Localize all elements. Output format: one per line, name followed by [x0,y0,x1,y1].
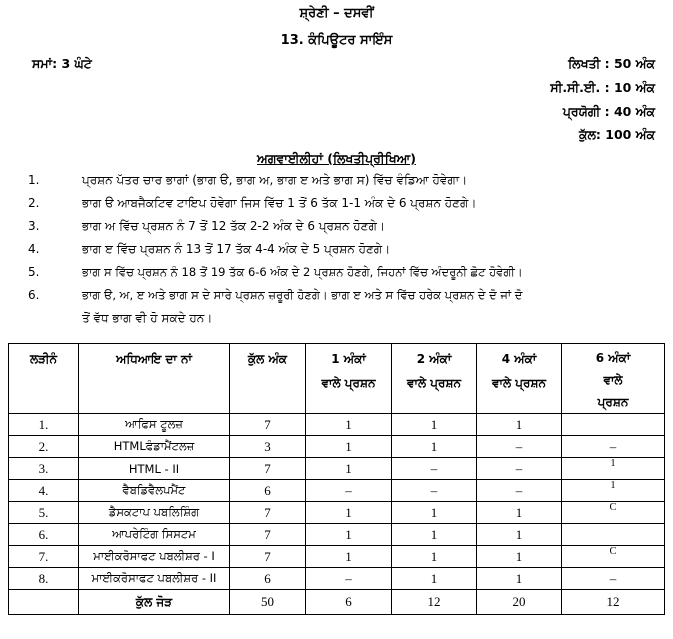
cell-chapter: ਵੈਬਡਿਵੈਲਪਮੈਂਟ [79,480,230,502]
total-q2-sum: 12 [392,590,477,615]
header-1-mark-questions: 1 ਅੰਕਾਂ ਵਾਲੇ ਪ੍ਰਸ਼ਨ [306,344,392,414]
cell-q4: – [477,436,562,458]
cell-q2: 1 [392,414,477,436]
cce-marks: ਸੀ.ਸੀ.ਈ. : 10 ਅੰਕ [550,80,655,95]
cell-q4: – [477,480,562,502]
cell-serial: 4. [9,480,79,502]
cell-q4: 1 [477,502,562,524]
table-header-row [9,344,665,414]
guideline-text: ਭਾਗ ੳ ਆਬਜੈਕਟਿਵ ਟਾਇਪ ਹੋਵੇਗਾ ਜਿਸ ਵਿੱਚ 1 ਤੋਂ 6 ਤੱਕ 1-1 ਅੰਕ ਦੇ 6 ਪ੍ਰਸ਼ਨ ਹੋਣਗੇ। [82,196,477,210]
guideline-text-continued: ਤੋਂ ਵੱਧ ਭਾਗ ਵੀ ਹੋ ਸਕਦੇ ਹਨ। [82,311,213,325]
cell-total: 7 [230,546,306,568]
guideline-number: 6. [28,288,40,302]
guideline-text: ਭਾਗ ਸ ਵਿੱਚ ਪ੍ਰਸ਼ਨ ਨੰ 18 ਤੋਂ 19 ਤੱਕ 6-6 ਅੰਕ ਦੇ 2 ਪ੍ਰਸ਼ਨ ਹੋਣਗੇ, ਜਿਹਨਾਂ ਵਿੱਚ ਅੰਦਰੂਨੀ ਛੋਟ ਹੋਵੇਗੀ। [82,265,523,279]
cell-q6: 1 [562,458,665,480]
cell-chapter: HTML - II [79,458,230,480]
subject-heading: 13. ਕੰਪਿਊਟਰ ਸਾਇੰਸ [280,33,393,48]
cell-serial: 6. [9,524,79,546]
guidelines-heading: ਅਗਵਾਈਲੀਹਾਂ (ਲਿਖਤੀਪ੍ਰੀਖਿਆ) [257,151,416,166]
cell-q6 [562,524,665,546]
total-marks-sum: 50 [230,590,306,615]
cell-total: 7 [230,414,306,436]
cell-serial: 3. [9,458,79,480]
cell-q2: 1 [392,568,477,590]
total-marks: ਕੁੱਲ: 100 ਅੰਕ [578,127,655,142]
table-row [9,414,665,436]
header-total-marks: ਕੁੱਲ ਅੰਕ [230,344,306,414]
cell-chapter: ਆਫਿਸ ਟੂਲਜ਼ [79,414,230,436]
cell-q1: 1 [306,524,392,546]
cell-total: 7 [230,502,306,524]
cell-q2: – [392,480,477,502]
cell-q6: – [562,568,665,590]
cell-q1: – [306,568,392,590]
practical-marks: ਪ੍ਰਯੋਗੀ : 40 ਅੰਕ [562,104,655,119]
class-heading: ਸ਼੍ਰੇਣੀ – ਦਸਵੀਂ [299,6,374,21]
cell-chapter: ਆਪਰੇਟਿੰਗ ਸਿਸਟਮ [79,524,230,546]
guideline-text: ਪ੍ਰਸ਼ਨ ਪੱਤਰ ਚਾਰ ਭਾਗਾਂ (ਭਾਗ ੳ, ਭਾਗ ਅ, ਭਾਗ ੲ ਅਤੇ ਭਾਗ ਸ) ਵਿੱਚ ਵੰਡਿਆ ਹੋਵੇਗਾ। [82,173,468,187]
cell-q1: 1 [306,458,392,480]
header-2-mark-questions: 2 ਅੰਕਾਂ ਵਾਲੇ ਪ੍ਰਸ਼ਨ [392,344,477,414]
cell-q2: 1 [392,502,477,524]
cell-serial: 2. [9,436,79,458]
cell-q1: 1 [306,414,392,436]
cell-q4: 1 [477,568,562,590]
cell-total: 3 [230,436,306,458]
cell-q6: 1 [562,480,665,502]
cell-q4: 1 [477,546,562,568]
table-row [9,458,665,480]
cell-total: 6 [230,568,306,590]
guideline-number: 1. [28,173,40,187]
cell-total: 7 [230,458,306,480]
cell-total: 6 [230,480,306,502]
cell-chapter: ਮਾਈਕਰੋਸਾਫਟ ਪਬਲੀਸ਼ਰ - II [79,568,230,590]
guideline-number: 5. [28,265,40,279]
cell-serial: 1. [9,414,79,436]
total-q6-sum: 12 [562,590,665,615]
guideline-text: ਭਾਗ ੳ, ਅ, ੲ ਅਤੇ ਭਾਗ ਸ ਦੇ ਸਾਰੇ ਪ੍ਰਸ਼ਨ ਜ਼ਰੂਰੀ ਹੋਣਗੇ। ਭਾਗ ੲ ਅਤੇ ਸ ਵਿੱਚ ਹਰੇਕ ਪ੍ਰਸ਼ਨ ਦੇ ਦੋ ਜਾਂ ਦੋ [82,288,523,302]
cell-q4: 1 [477,414,562,436]
cell-chapter: ਡੈਸਕਟਾਪ ਪਬਲਿਸ਼ਿੰਗ [79,502,230,524]
written-marks: ਲਿਖਤੀ : 50 ਅੰਕ [568,56,655,71]
total-q4-sum: 20 [477,590,562,615]
cell-total: 7 [230,524,306,546]
cell-serial: 5. [9,502,79,524]
cell-q1: 1 [306,502,392,524]
exam-time: ਸਮਾਂ: 3 ਘੰਟੇ [32,56,92,71]
cell-q1: – [306,480,392,502]
cell-chapter: HTMLਫੰਡਾਮੈਂਟਲਜ਼ [79,436,230,458]
cell-q4: 1 [477,524,562,546]
total-label: ਕੁੱਲ ਜੋੜ [79,590,230,615]
cell-chapter: ਮਾਈਕਰੋਸਾਫਟ ਪਬਲੀਸ਼ਰ - I [79,546,230,568]
table-row [9,524,665,546]
cell-q6 [562,414,665,436]
table-row [9,568,665,590]
table-row [9,480,665,502]
marks-distribution-table [8,343,665,615]
cell-q4: – [477,458,562,480]
cell-q2: – [392,458,477,480]
header-6-mark-questions: 6 ਅੰਕਾਂ ਵਾਲੇ ਪ੍ਰਸ਼ਨ [562,344,665,414]
guideline-text: ਭਾਗ ਅ ਵਿੱਚ ਪ੍ਰਸ਼ਨ ਨੰ 7 ਤੋਂ 12 ਤੱਕ 2-2 ਅੰਕ ਦੇ 6 ਪ੍ਰਸ਼ਨ ਹੋਣਗੇ। [82,219,385,233]
cell-q6: C [562,546,665,568]
cell-q2: 1 [392,436,477,458]
table-row [9,502,665,524]
cell-q6: – [562,436,665,458]
guideline-number: 4. [28,242,40,256]
cell-q2: 1 [392,524,477,546]
cell-q1: 1 [306,436,392,458]
guideline-text: ਭਾਗ ੲ ਵਿੱਚ ਪ੍ਰਸ਼ਨ ਨੰ 13 ਤੋਂ 17 ਤੱਕ 4-4 ਅੰਕ ਦੇ 5 ਪ੍ਰਸ਼ਨ ਹੋਣਗੇ। [82,242,391,256]
table-total-row [9,590,665,615]
guideline-number: 3. [28,219,40,233]
table-row [9,546,665,568]
cell-q6: C [562,502,665,524]
cell-serial: 7. [9,546,79,568]
header-4-mark-questions: 4 ਅੰਕਾਂ ਵਾਲੇ ਪ੍ਰਸ਼ਨ [477,344,562,414]
total-q1-sum: 6 [306,590,392,615]
cell-serial-empty [9,590,79,615]
cell-serial: 8. [9,568,79,590]
table-row [9,436,665,458]
header-chapter-name: ਅਧਿਆਇ ਦਾ ਨਾਂ [79,344,230,414]
header-serial-no: ਲੜੀਨੰ [9,344,79,414]
guideline-number: 2. [28,196,40,210]
cell-q1: 1 [306,546,392,568]
cell-q2: 1 [392,546,477,568]
